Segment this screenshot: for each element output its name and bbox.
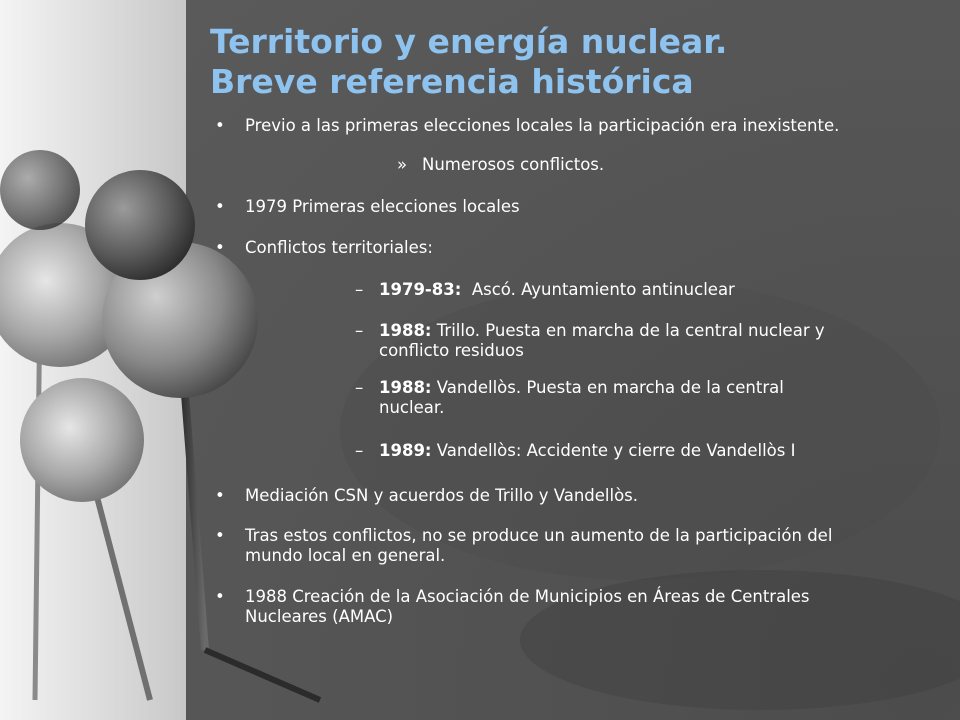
conflict-description-cont: nuclear. (379, 398, 445, 417)
dash-marker: – (355, 441, 364, 460)
conflict-description: Ascó. Ayuntamiento antinuclear (471, 280, 735, 299)
conflict-description: Vandellòs. Puesta en marcha de la central (436, 378, 784, 397)
conflict-year: 1988: (379, 321, 432, 340)
conflict-description: Trillo. Puesta en marcha de la central nuclear y (436, 321, 825, 340)
conflict-description-cont: conflicto residuos (379, 341, 524, 360)
bullet-text: 1979 Primeras elecciones locales (245, 197, 520, 216)
bullet-text: Previo a las primeras elecciones locales la participación era inexistente. (245, 116, 840, 135)
bullet-text (245, 587, 935, 627)
bullet-marker: • (215, 587, 225, 606)
slide-title (210, 22, 940, 102)
title-line-1: Territorio y energía nuclear. (210, 22, 728, 61)
bullet-marker: • (215, 238, 225, 257)
bullet-text-line-1: 1988 Creación de la Asociación de Municipios en Áreas de Centrales (245, 587, 810, 606)
conflict-description: Vandellòs: Accidente y cierre de Vandellòs I (436, 441, 796, 460)
conflict-year: 1988: (379, 378, 432, 397)
title-line-2: Breve referencia histórica (210, 62, 694, 101)
sub-text: Numerosos conflictos. (422, 155, 605, 174)
conflict-text (379, 280, 919, 300)
dash-marker: – (355, 321, 364, 340)
conflict-year: 1989: (379, 441, 432, 460)
conflict-text (379, 441, 919, 461)
conflict-year: 1979-83: (379, 280, 462, 299)
bullet-text-line-1: Tras estos conflictos, no se produce un aumento de la participación del (245, 526, 833, 545)
dash-marker: – (355, 280, 364, 299)
bullet-text: Mediación CSN y acuerdos de Trillo y Vandellòs. (245, 486, 639, 505)
dash-marker: – (355, 378, 364, 397)
sub-marker: » (397, 155, 408, 174)
bullet-text-line-2: mundo local en general. (245, 546, 446, 565)
bullet-marker: • (215, 486, 225, 505)
conflict-text (379, 321, 919, 361)
bullet-marker: • (215, 197, 225, 216)
bullet-marker: • (215, 526, 225, 545)
bullet-marker: • (215, 116, 225, 135)
bullet-text-line-2: Nucleares (AMAC) (245, 607, 394, 626)
conflict-text (379, 378, 919, 418)
bullet-text (245, 526, 935, 566)
bullet-text: Conflictos territoriales: (245, 238, 433, 257)
